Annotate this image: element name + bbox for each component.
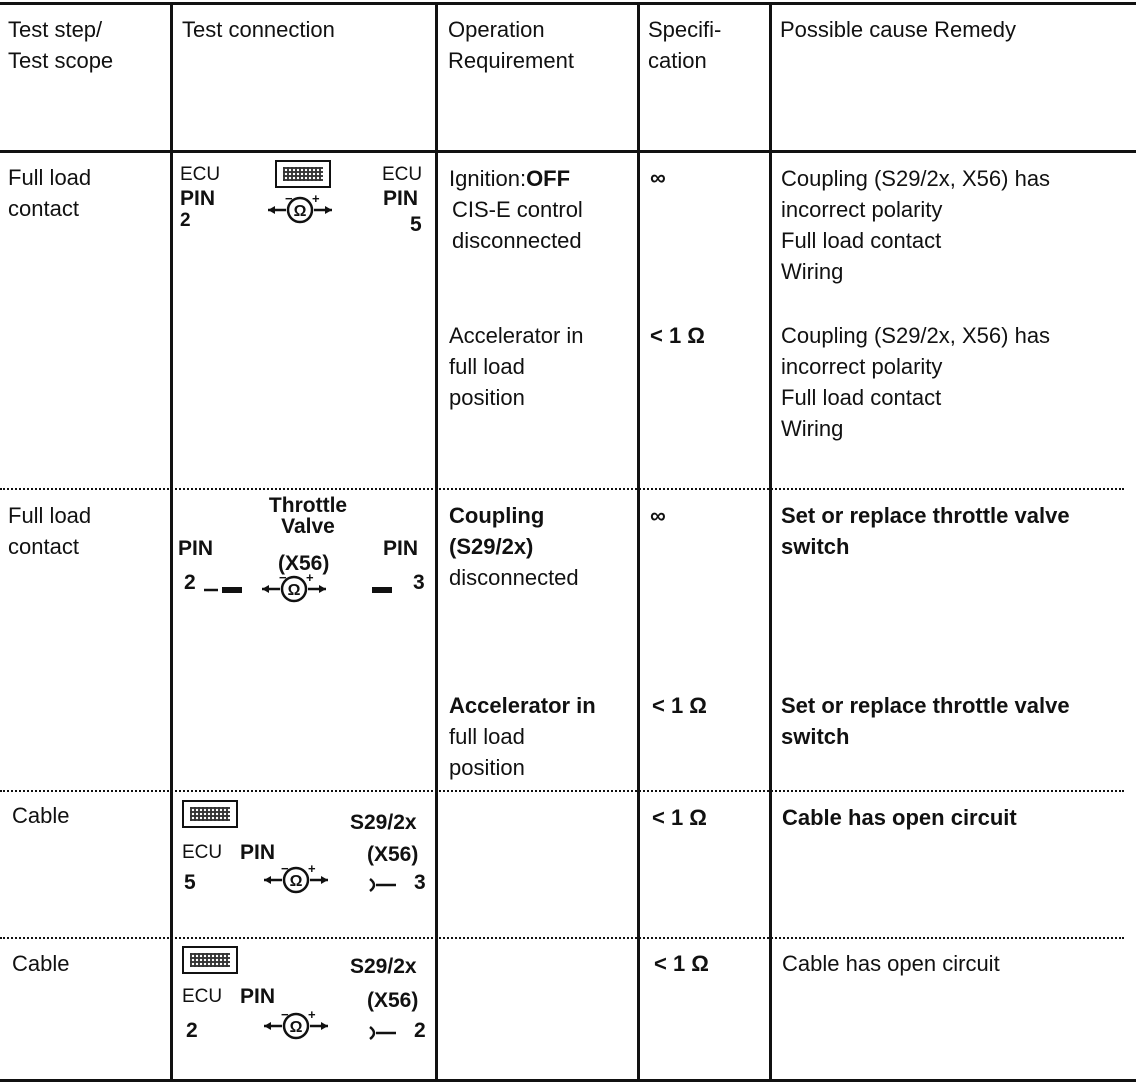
row4-scope: Cable [12, 951, 70, 976]
row4-right-code: (X56) [367, 989, 419, 1012]
row3-pin-label: PIN [240, 841, 276, 864]
tester-keyboard-icon [275, 160, 331, 188]
row-separator-2 [0, 790, 1124, 792]
ohmmeter-icon [268, 190, 334, 226]
row2-pin-left-number: 2 [184, 571, 196, 594]
socket-icon [366, 1024, 402, 1042]
socket-icon [366, 876, 402, 894]
row1a-remedy: Coupling (S29/2x, X56) has incorrect polarity Full load contact Wiring [781, 166, 1051, 284]
row2-scope: Full load contact [8, 503, 92, 559]
header-specification: Specifi- cation [648, 17, 722, 73]
row3-specification: < 1 Ω [652, 805, 707, 830]
row2-pin-right-label: PIN [383, 537, 419, 560]
tester-keyboard-icon [182, 946, 238, 974]
row2b-specification: < 1 Ω [652, 693, 707, 718]
row1-pin-left-label: PIN [180, 187, 216, 210]
row1-pin-right-number: 5 [410, 213, 422, 236]
row4-pin-label: PIN [240, 985, 276, 1008]
row4-right-num: 2 [414, 1019, 426, 1042]
row2b-remedy: Set or replace throttle valve switch [781, 693, 1070, 749]
row3-right-num: 3 [414, 871, 426, 894]
row1b-remedy: Coupling (S29/2x, X56) has incorrect polarity Full load contact Wiring [781, 323, 1051, 441]
row4-right-top: S29/2x [350, 955, 417, 978]
row-separator-3 [0, 937, 1124, 939]
plug-right-icon [370, 585, 410, 595]
col-divider-3 [637, 4, 640, 1082]
col-divider-1 [170, 4, 173, 1082]
header-operation: Operation Requirement [448, 17, 574, 73]
ohmmeter-icon [264, 1006, 330, 1042]
row2-pin-left-label: PIN [178, 537, 214, 560]
col-divider-2 [435, 4, 438, 1082]
row4-left-num: 2 [186, 1019, 198, 1042]
row4-ecu-label: ECU [182, 986, 223, 1007]
row2a-specification: ∞ [650, 503, 666, 528]
header-test-connection: Test connection [182, 17, 335, 42]
row1-scope: Full load contact [8, 165, 92, 221]
row3-left-num: 5 [184, 871, 196, 894]
tester-keyboard-icon [182, 800, 238, 828]
row2-throttle-label: Throttle Valve [268, 494, 348, 538]
row1-ecu-left-label: ECU [180, 164, 221, 185]
row1a-specification: ∞ [650, 165, 666, 190]
row1b-specification: < 1 Ω [650, 323, 705, 348]
row3-right-top: S29/2x [350, 811, 417, 834]
row1b-requirement: Accelerator in full load position [449, 323, 584, 410]
row2-pin-right-number: 3 [413, 571, 425, 594]
row2a-remedy: Set or replace throttle valve switch [781, 503, 1070, 559]
row2b-requirement: Accelerator in full load position [449, 693, 596, 780]
row4-remedy: Cable has open circuit [782, 951, 1000, 976]
row2a-requirement: Coupling (S29/2x) disconnected [449, 503, 579, 590]
row4-specification: < 1 Ω [654, 951, 709, 976]
row1-pin-left-number: 2 [180, 210, 191, 231]
row3-right-code: (X56) [367, 843, 419, 866]
header-test-step: Test step/ Test scope [8, 17, 114, 73]
row3-scope: Cable [12, 803, 70, 828]
ohmmeter-icon [264, 860, 330, 896]
row-separator-1 [0, 488, 1124, 490]
row3-remedy: Cable has open circuit [782, 805, 1017, 830]
plug-left-icon [200, 585, 244, 595]
col-divider-4 [769, 4, 772, 1082]
header-possible-cause: Possible cause Remedy [780, 17, 1017, 42]
row1-ecu-right-label: ECU [382, 164, 423, 185]
ohmmeter-icon [262, 569, 328, 605]
row1a-requirement: Ignition:OFF CIS-E control disconnected [449, 166, 583, 253]
row3-ecu-label: ECU [182, 842, 223, 863]
row1-pin-right-label: PIN [383, 187, 419, 210]
row2-code: (X56) [278, 552, 330, 575]
